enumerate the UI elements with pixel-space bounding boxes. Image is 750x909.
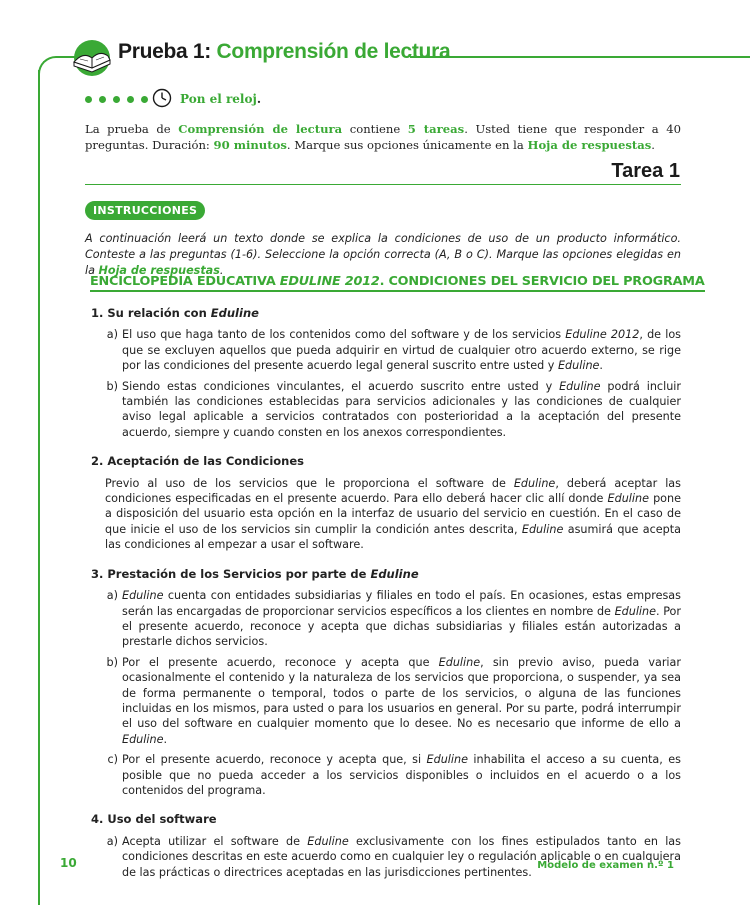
item-label: b) <box>106 379 118 393</box>
list-item <box>85 379 681 441</box>
section-title-text: 3. Prestación de los Servicios por parte de <box>91 566 371 581</box>
instructions-text <box>85 231 681 279</box>
item-text <box>122 327 681 373</box>
list-item <box>85 327 681 373</box>
text-run: . <box>163 732 168 746</box>
section-1 <box>85 306 681 440</box>
text-run: Por el presente acuerdo, reconoce y acepta que, si <box>122 753 427 767</box>
text-run: pone a disposición del usuario esta opción en la interfaz de usuario del servicio en cuestión. En el caso de que inicie el uso de los servicios sin cumplir la condición antes descrita, <box>105 492 681 536</box>
tarea-title: Tarea 1 <box>611 160 680 182</box>
text-italic: Eduline 2012 <box>565 328 640 342</box>
text-run: inhabilita el acceso a su cuenta, es posible que no pueda acceder a los servicios disponibles o incluidos en el acuerdo o a los contenidos del programa. <box>122 753 681 797</box>
instructions-end: . <box>219 264 224 277</box>
section-paragraph <box>105 476 681 553</box>
text-italic: Eduline <box>307 834 349 848</box>
text-run: . Por el presente acuerdo, reconoce y acepta que dichas subsidiarias y filiales están autorizadas a prestarle dichos servicios. <box>122 604 681 649</box>
heading-italic: EDULINE 2012 <box>279 274 380 289</box>
dot <box>127 96 134 103</box>
list-item <box>85 588 681 650</box>
text-italic: Eduline <box>426 753 468 767</box>
list-item <box>85 655 681 747</box>
section-title: 2. Aceptación de las Condiciones <box>91 454 305 469</box>
clock-label-dot: . <box>256 92 262 106</box>
item-label: a) <box>106 589 118 603</box>
text-italic: Eduline <box>438 655 481 669</box>
section-title-italic: Eduline <box>370 566 419 581</box>
item-text <box>122 588 681 650</box>
progress-dots <box>85 96 148 103</box>
text-run: , sin previo aviso, pueda variar ocasionalmente el contenido y la naturaleza de los servicios que proporciona, o suspender, ya sea de forma permanente o temporal, todos o parte de los servicios, o alguna de las funciones incluidas en los mismos, para usted o para los usuarios en general. Por su parte, podrá interrumpir el uso del software en cualquier momento que lo desee. No es necesario que informe de ello a <box>122 655 681 731</box>
text-run: asumirá que acepta las condiciones al empezar a usar el software. <box>105 522 681 552</box>
text-run: Previo al uso de los servicios que le proporciona el software de <box>105 476 514 490</box>
item-text <box>122 752 681 798</box>
instructions-bold: Hoja de respuestas <box>98 264 220 277</box>
intro-bold: Hoja de respuestas <box>527 138 652 152</box>
text-run: El uso que haga tanto de los contenidos como del software y de los servicios <box>122 328 566 342</box>
intro-text: contiene <box>342 122 408 136</box>
page-title <box>118 40 450 64</box>
section-title-italic: Eduline <box>210 306 259 320</box>
list-item <box>85 834 681 880</box>
item-text <box>122 834 681 880</box>
intro-bold: 5 tareas <box>407 122 465 136</box>
heading-text: . CONDICIONES DEL SERVICIO DEL PROGRAMA <box>379 274 705 289</box>
dot <box>99 96 106 103</box>
instructions-badge: INSTRUCCIONES <box>85 201 205 220</box>
intro-paragraph <box>85 121 681 153</box>
dot <box>141 96 148 103</box>
list-item <box>85 752 681 798</box>
text-run: , de los que se excluyen aquellos que pueda adquirir en virtud de cualquier otro acuerdo externo, se rige por las condiciones del presente acuerdo legal general suscrito entre usted y <box>122 328 682 373</box>
section-title: 4. Uso del software <box>91 812 217 827</box>
clock-label-text: Pon el reloj <box>180 92 257 106</box>
title-part2: Comprensión de lectura <box>216 40 451 63</box>
section-title <box>91 567 681 582</box>
text-run: cuenta con entidades subsidiarias y filiales en todo el país. En ocasiones, estas empresas serán las encargadas de proporcionar servicios específicos a los clientes en nombre de <box>122 589 681 618</box>
text-run: . <box>599 359 603 373</box>
clock-icon <box>152 88 172 108</box>
frame-left-line <box>38 70 40 905</box>
page-number: 10 <box>60 856 77 870</box>
dot <box>85 96 92 103</box>
item-label: c) <box>107 753 118 767</box>
intro-text: . <box>651 138 655 152</box>
item-text <box>122 655 681 747</box>
text-italic: Eduline <box>122 589 164 603</box>
heading-text: ENCICLOPEDIA EDUCATIVA <box>90 274 280 289</box>
intro-text: . Usted tiene que responder a 40 preguntas. Duración: <box>85 122 681 152</box>
intro-bold: Comprensión de lectura <box>178 122 343 136</box>
section-2 <box>85 454 681 552</box>
intro-text: . Marque sus opciones únicamente en la <box>286 138 528 152</box>
item-label: b) <box>106 655 118 669</box>
intro-bold: 90 minutos <box>213 138 287 152</box>
section-heading <box>90 274 705 292</box>
text-run: Siendo estas condiciones vinculantes, el acuerdo suscrito entre usted y <box>122 379 560 393</box>
title-part1: Prueba 1: <box>118 40 211 63</box>
text-run: Por el presente acuerdo, reconoce y acepta que <box>122 655 439 669</box>
dot <box>113 96 120 103</box>
instructions-body: A continuación leerá un texto donde se explica la condiciones de uso de un producto informático. Conteste a las preguntas (1-6). Seleccione la opción correcta (A, B o C). Marque las opciones elegidas en la <box>85 232 681 277</box>
text-run: exclusivamente con los fines estipulados tanto en las condiciones descritas en este acuerdo como en cualquier ley o regulación aplicable o en cualquiera de las prácticas o directrices aceptadas en las jurisdicciones pertinentes. <box>122 834 681 879</box>
text-italic: Eduline <box>521 522 564 536</box>
item-label: a) <box>106 834 118 848</box>
tarea-divider <box>85 184 681 185</box>
document-body <box>85 306 681 894</box>
text-italic: Eduline <box>557 359 600 373</box>
text-run: , deberá aceptar las condiciones especificadas en el presente acuerdo. Para ello deberá hacer clic allí donde <box>105 476 681 506</box>
book-icon <box>70 38 114 78</box>
text-italic: Eduline <box>513 476 556 490</box>
frame-top-line <box>410 56 750 58</box>
text-italic: Eduline <box>122 732 164 746</box>
item-text <box>122 379 681 441</box>
section-3 <box>85 567 681 799</box>
intro-text: La prueba de <box>85 122 179 136</box>
text-italic: Eduline <box>607 492 649 506</box>
item-label: a) <box>106 328 118 342</box>
text-run: Acepta utilizar el software de <box>122 834 308 848</box>
text-italic: Eduline <box>559 379 601 393</box>
footer-exam-label: Modelo de examen n.º 1 <box>537 860 674 871</box>
text-italic: Eduline <box>614 604 657 618</box>
section-title <box>91 306 681 321</box>
section-title-text: 1. Su relación con <box>91 306 211 320</box>
text-run: podrá incluir también las condiciones establecidas para servicios adicionales y las condiciones de cualquier aviso legal aplicable a servicios contratados con posterioridad a la aceptación del presente acuerdo, siempre y cuando consten en los anexos correspondientes. <box>122 379 681 439</box>
clock-label <box>180 92 261 106</box>
